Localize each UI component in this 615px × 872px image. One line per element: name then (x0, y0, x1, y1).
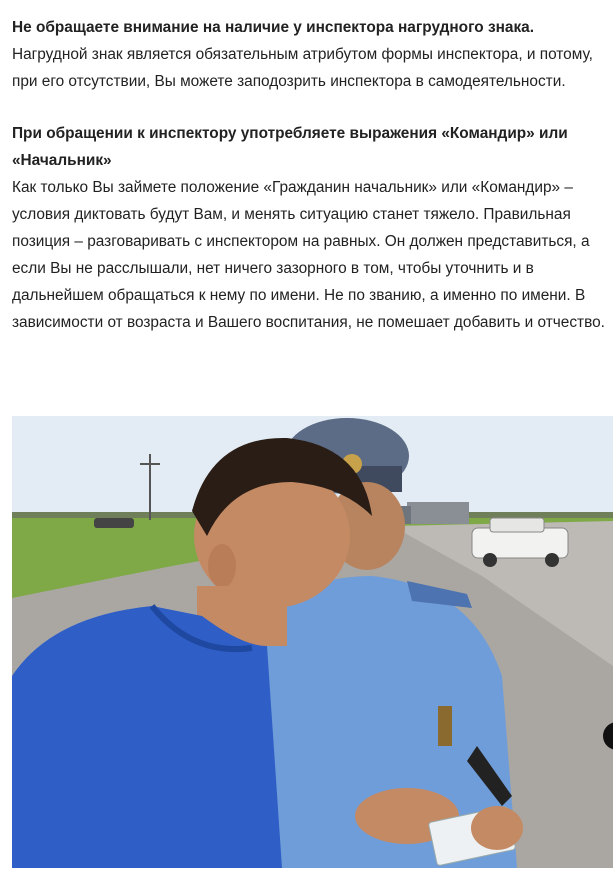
photo-illustration (12, 416, 613, 868)
article (12, 14, 610, 336)
section-body-address: Как только Вы займете положение «Гражданин начальник» или «Командир» – условия диктовать будут Вам, и менять ситуацию станет тяжело. Правильная позиция – разговаривать с инспектором на равных. Он должен представиться, а если Вы не расслышали, нет ничего зазорного в том, чтобы уточнить и в дальнейшем обращаться к нему по имени. Не по званию, а именно по имени. В зависимости от возраста и Вашего воспитания, не помешает добавить и отчество. (12, 179, 605, 331)
section-heading-badge: Не обращаете внимание на наличие у инспектора нагрудного знака. (12, 19, 535, 36)
photo-man-tshirt (12, 606, 282, 868)
article-photo (12, 416, 613, 868)
photo-badge (438, 706, 452, 746)
paragraph-gap (12, 95, 610, 120)
photo-car-left (94, 518, 134, 528)
photo-truck (407, 502, 469, 524)
section-body-badge: Нагрудной знак является обязательным атрибутом формы инспектора, и потому, при его отсутствии, Вы можете заподозрить инспектора в самодеятельности. (12, 46, 593, 90)
section-heading-address: При обращении к инспектору употребляете выражения «Командир» или «Начальник» (12, 125, 568, 169)
